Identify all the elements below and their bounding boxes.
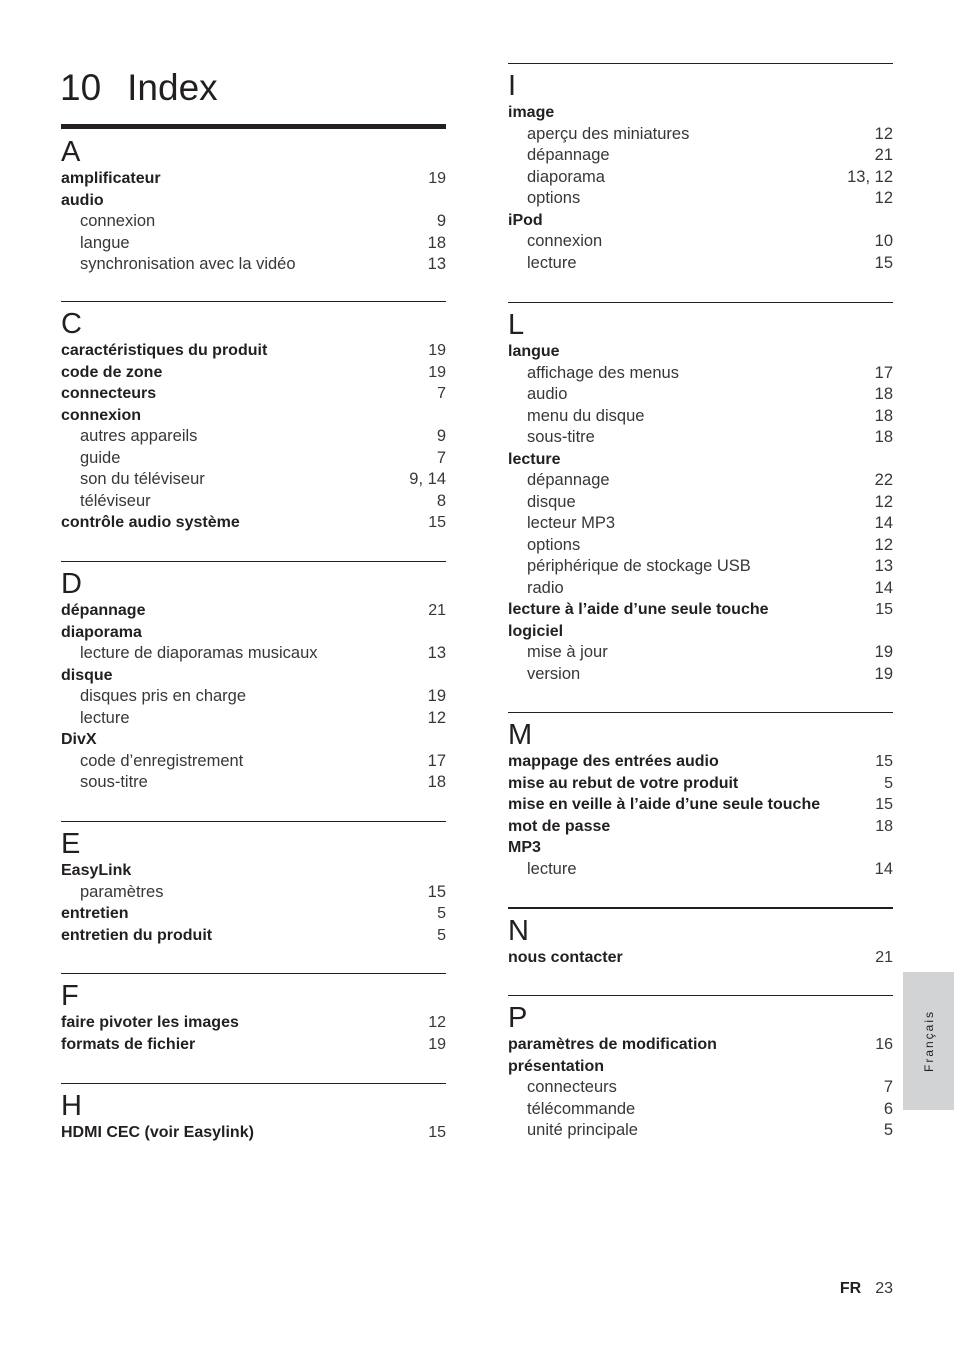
- entry-term: aperçu des miniatures: [527, 124, 690, 143]
- entry-page-ref: 21: [875, 949, 893, 966]
- entry-page-ref: 14: [874, 859, 893, 878]
- index-subentry: [508, 470, 893, 492]
- entry-page-ref: 22: [874, 471, 893, 489]
- index-subentry: [508, 384, 893, 406]
- index-subentry: [508, 492, 893, 514]
- index-subentry: [508, 556, 893, 578]
- entry-page-ref: 21: [874, 146, 893, 164]
- index-subentry: [508, 124, 893, 146]
- entry-term: caractéristiques du produit: [61, 342, 268, 359]
- entry-page-ref: 10: [874, 232, 893, 250]
- entry-term: connexion: [80, 212, 156, 230]
- entry-term: sous-titre: [80, 773, 148, 791]
- index-entry: [61, 622, 446, 644]
- entry-page-ref: 9: [436, 212, 446, 230]
- index-subentry: [508, 1077, 893, 1099]
- entry-term: lecteur MP3: [527, 514, 616, 532]
- entry-page-ref: 13, 12: [847, 167, 893, 186]
- index-subentry: [61, 426, 446, 448]
- index-entry: [61, 190, 446, 212]
- entry-term: version: [527, 664, 581, 683]
- index-entry: [61, 512, 446, 534]
- section-letter: L: [508, 309, 525, 341]
- section-letter: F: [61, 980, 79, 1012]
- index-subentry: [508, 188, 893, 210]
- entry-term: mise à jour: [527, 643, 608, 661]
- entry-page-ref: 18: [427, 773, 446, 791]
- entry-term: formats de fichier: [61, 1035, 196, 1053]
- entry-term: options: [527, 189, 581, 207]
- entry-term: mise en veille à l’aide d’une seule touche: [508, 796, 821, 813]
- section-letter: I: [508, 70, 517, 102]
- index-entry: [61, 1034, 446, 1056]
- index-entry: [61, 665, 446, 687]
- entry-page-ref: 19: [428, 363, 446, 381]
- index-subentry: [508, 642, 893, 664]
- entry-page-ref: 5: [883, 1121, 893, 1139]
- entry-page-ref: 15: [875, 601, 893, 618]
- index-entry: [508, 751, 893, 773]
- entry-term: autres appareils: [80, 427, 198, 445]
- index-entry: [61, 903, 446, 925]
- index-section-d: [61, 561, 446, 794]
- index-entry: [508, 102, 893, 124]
- entry-term: options: [527, 535, 581, 554]
- index-subentry: [508, 427, 893, 449]
- entry-page-ref: 12: [427, 708, 446, 727]
- entry-term: unité principale: [527, 1121, 638, 1139]
- entry-page-ref: 12: [874, 189, 893, 207]
- index-section-c: [61, 301, 446, 534]
- entry-page-ref: 21: [428, 602, 446, 619]
- entry-term: sous-titre: [527, 428, 595, 446]
- index-entry: [508, 599, 893, 621]
- entry-term: lecture de diaporamas musicaux: [80, 644, 318, 662]
- entry-page-ref: 7: [437, 385, 446, 402]
- entry-term: lecture: [80, 708, 130, 727]
- index-subentry: [61, 254, 446, 276]
- entry-page-ref: 15: [427, 882, 446, 901]
- index-subentry: [508, 406, 893, 428]
- entry-page-ref: 14: [874, 578, 893, 597]
- entry-page-ref: 15: [428, 1124, 446, 1141]
- entry-page-ref: 7: [883, 1078, 893, 1096]
- index-entry: [508, 837, 893, 859]
- index-section-h: [61, 1083, 446, 1144]
- index-section-p: [508, 995, 893, 1142]
- entry-page-ref: 5: [884, 774, 893, 792]
- entry-term: présentation: [508, 1057, 605, 1075]
- entry-term: connexion: [527, 232, 603, 250]
- entry-term: faire pivoter les images: [61, 1014, 239, 1031]
- index-section-l: [508, 302, 893, 685]
- entry-page-ref: 18: [874, 406, 893, 425]
- entry-term: audio: [527, 385, 568, 403]
- index-entry: [508, 1056, 893, 1078]
- entry-term: mot de passe: [508, 817, 611, 835]
- entry-page-ref: 18: [874, 428, 893, 446]
- index-entry: [61, 383, 446, 405]
- index-subentry: [508, 535, 893, 557]
- index-section-a: [61, 130, 446, 276]
- index-subentry: [508, 664, 893, 686]
- entry-page-ref: 13: [874, 557, 893, 575]
- index-subentry: [61, 211, 446, 233]
- entry-term: son du téléviseur: [80, 470, 205, 488]
- index-entry: [61, 405, 446, 427]
- index-entry: [508, 449, 893, 471]
- entry-term: DivX: [61, 731, 97, 748]
- entry-term: audio: [61, 191, 104, 209]
- entry-term: entretien du produit: [61, 926, 213, 944]
- entry-page-ref: 12: [874, 535, 893, 554]
- entry-term: lecture: [508, 450, 561, 468]
- entry-page-ref: 19: [428, 1035, 446, 1053]
- index-entry: [61, 1012, 446, 1034]
- entry-term: diaporama: [61, 623, 142, 641]
- entry-term: guide: [80, 448, 121, 467]
- entry-page-ref: 14: [874, 514, 893, 532]
- section-letter: H: [61, 1090, 82, 1122]
- footer-language: FR: [839, 1280, 862, 1297]
- entry-term: iPod: [508, 211, 543, 229]
- entry-page-ref: 15: [875, 796, 893, 813]
- index-subentry: [508, 1099, 893, 1121]
- index-subentry: [61, 708, 446, 730]
- index-subentry: [61, 233, 446, 255]
- entry-term: mise au rebut de votre produit: [508, 774, 739, 792]
- entry-term: contrôle audio système: [61, 514, 240, 531]
- index-section-i: [508, 63, 893, 274]
- index-subentry: [508, 253, 893, 275]
- entry-term: MP3: [508, 839, 541, 856]
- page-title: [60, 66, 218, 110]
- entry-term: langue: [508, 343, 560, 360]
- entry-page-ref: 15: [428, 514, 446, 531]
- index-entry: [61, 362, 446, 384]
- entry-page-ref: 19: [428, 342, 446, 359]
- index-entry: [508, 794, 893, 816]
- index-entry: [61, 168, 446, 190]
- entry-term: paramètres: [80, 882, 164, 901]
- side-tab-label: Français: [921, 1009, 936, 1073]
- entry-term: disque: [527, 492, 576, 511]
- index-entry: [61, 860, 446, 882]
- index-section-m: [508, 712, 893, 880]
- entry-term: diaporama: [527, 167, 605, 186]
- entry-page-ref: 19: [428, 170, 446, 187]
- index-subentry: [61, 882, 446, 904]
- entry-term: image: [508, 104, 555, 121]
- entry-term: HDMI CEC (voir Easylink): [61, 1124, 254, 1141]
- entry-term: lecture: [527, 859, 577, 878]
- entry-term: menu du disque: [527, 406, 645, 425]
- index-entry: [508, 773, 893, 795]
- entry-page-ref: 18: [427, 233, 446, 252]
- index-subentry: [61, 491, 446, 513]
- language-side-tab: [903, 972, 954, 1110]
- entry-term: disques pris en charge: [80, 687, 247, 705]
- entry-term: EasyLink: [61, 862, 132, 879]
- entry-page-ref: 19: [874, 643, 893, 661]
- section-letter: C: [61, 308, 82, 340]
- entry-term: logiciel: [508, 622, 564, 640]
- index-section-n: [508, 907, 893, 969]
- entry-term: télécommande: [527, 1099, 636, 1118]
- index-entry: [61, 600, 446, 622]
- entry-term: dépannage: [527, 471, 610, 489]
- entry-term: dépannage: [527, 146, 610, 164]
- entry-page-ref: 17: [874, 363, 893, 382]
- entry-page-ref: 8: [436, 491, 446, 510]
- index-subentry: [508, 145, 893, 167]
- entry-page-ref: 12: [428, 1014, 446, 1031]
- entry-term: code d’enregistrement: [80, 751, 244, 770]
- section-letter: E: [61, 828, 81, 860]
- index-subentry: [61, 751, 446, 773]
- entry-page-ref: 19: [874, 664, 893, 683]
- index-subentry: [508, 1120, 893, 1142]
- index-entry: [61, 1122, 446, 1144]
- index-entry: [508, 947, 893, 969]
- entry-term: téléviseur: [80, 491, 151, 510]
- index-entry: [508, 1034, 893, 1056]
- index-subentry: [508, 363, 893, 385]
- entry-term: paramètres de modification: [508, 1036, 717, 1053]
- chapter-title: Index: [127, 67, 218, 108]
- entry-page-ref: 18: [875, 817, 893, 835]
- index-entry: [61, 729, 446, 751]
- section-letter: M: [508, 719, 533, 751]
- entry-term: entretien: [61, 905, 129, 922]
- entry-page-ref: 15: [874, 253, 893, 272]
- entry-page-ref: 17: [427, 751, 446, 770]
- entry-term: mappage des entrées audio: [508, 753, 719, 770]
- index-subentry: [508, 231, 893, 253]
- section-letter: N: [508, 915, 529, 947]
- entry-term: lecture à l’aide d’une seule touche: [508, 601, 769, 618]
- section-letter: A: [61, 136, 81, 168]
- entry-term: connexion: [61, 406, 142, 424]
- index-subentry: [508, 167, 893, 189]
- chapter-number: 10: [60, 67, 102, 108]
- entry-page-ref: 16: [875, 1036, 893, 1053]
- entry-page-ref: 6: [883, 1099, 893, 1118]
- entry-page-ref: 13: [427, 644, 446, 662]
- index-subentry: [508, 513, 893, 535]
- entry-term: code de zone: [61, 363, 163, 381]
- entry-term: affichage des menus: [527, 363, 679, 382]
- entry-term: dépannage: [61, 602, 146, 619]
- entry-term: connecteurs: [61, 385, 157, 402]
- entry-page-ref: 7: [436, 448, 446, 467]
- entry-page-ref: 15: [875, 753, 893, 770]
- index-entry: [508, 816, 893, 838]
- entry-page-ref: 12: [874, 492, 893, 511]
- page-footer: [840, 1280, 893, 1298]
- entry-term: connecteurs: [527, 1078, 617, 1096]
- page-number: 23: [875, 1280, 893, 1297]
- index-section-e: [61, 821, 446, 946]
- index-entry: [508, 621, 893, 643]
- section-letter: D: [61, 568, 82, 600]
- index-subentry: [508, 859, 893, 881]
- index-section-f: [61, 973, 446, 1055]
- entry-page-ref: 5: [437, 926, 446, 944]
- entry-term: périphérique de stockage USB: [527, 557, 751, 575]
- section-letter: P: [508, 1002, 528, 1034]
- entry-page-ref: 9: [436, 427, 446, 445]
- index-entry: [508, 210, 893, 232]
- entry-page-ref: 18: [874, 385, 893, 403]
- index-subentry: [61, 686, 446, 708]
- index-entry: [61, 340, 446, 362]
- index-subentry: [61, 469, 446, 491]
- entry-page-ref: 5: [437, 905, 446, 922]
- index-subentry: [508, 578, 893, 600]
- entry-term: lecture: [527, 253, 577, 272]
- entry-term: disque: [61, 666, 113, 684]
- index-entry: [61, 925, 446, 947]
- index-subentry: [61, 448, 446, 470]
- entry-term: radio: [527, 578, 564, 597]
- entry-term: nous contacter: [508, 949, 623, 966]
- index-entry: [508, 341, 893, 363]
- entry-page-ref: 13: [427, 255, 446, 273]
- entry-page-ref: 12: [874, 124, 893, 143]
- entry-term: synchronisation avec la vidéo: [80, 255, 296, 273]
- index-subentry: [61, 772, 446, 794]
- entry-page-ref: 9, 14: [409, 470, 446, 488]
- title-rule: [61, 124, 446, 129]
- entry-page-ref: 19: [427, 687, 446, 705]
- entry-term: langue: [80, 233, 130, 252]
- index-subentry: [61, 643, 446, 665]
- entry-term: amplificateur: [61, 170, 161, 187]
